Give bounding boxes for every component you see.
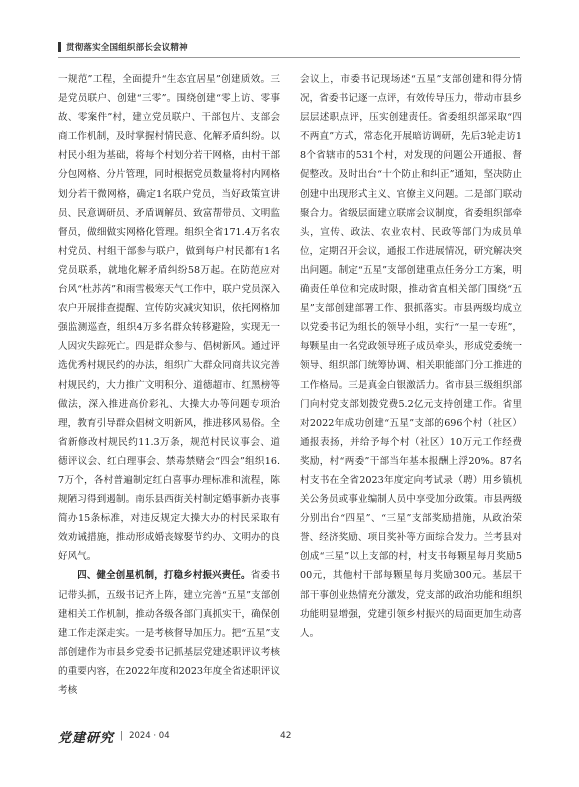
left-paragraph-1: 一规范”工程，全面提升“生态宜居星”创建质效。三是党员联户、创建“三零”。围绕创建“零上访、零事故、零案件”村，建立党员联户、干部包片、支部会商工作机制，及时掌握村情民意、化解矛盾纠纷。以村民小组为基础，将每个村划分若干网格，由村干部分包网格、分片管理，同时根据党员数量将村内网格划分若干微网格，确定1名联户党员，当好政策宣讲员、民意调研员、矛盾调解员、致富帮带员、文明监督员，做细做实网格化管理。组织全省171.4万名农村党员、村组干部参与联户，做到每户村民都有1名党员联系，就地化解矛盾纠纷58万起。在防范应对台风“杜苏芮”和雨雪极寒天气工作中，联户党员深入农户开展排查提醒、宣传防灾减灾知识，依托网格加强监测巡查，组织4万多名群众转移避险，实现无一人因灾失踪死亡。四是群众参与、倡树新风。通过评选优秀村规民约的办法，组织广大群众同商共议完善村规民约，大力推广文明积分、道德超市、红黑榜等做法，深入推进高价彩礼、大操大办等问题专项治理，教育引导群众倡树文明新风，推进移风易俗。全省新修改村规民约11.3万条，规范村民议事会、道德评议会、红白理事会、禁毒禁赌会“四会”组织16.7万个，各村普遍制定红白喜事办理标准和流程，陈规陋习得到遏制。南乐县西街关村制定婚事新办丧事简办15条标准，对违反规定大操大办的村民采取有效劝诫措施，推动形成婚丧嫁娶节约办、文明办的良好风气。 — [58, 74, 280, 563]
header-marker-bar — [58, 42, 61, 52]
page-number: 42 — [280, 731, 292, 741]
right-paragraph-1: 会议上，市委书记现场述“五星”支部创建和得分情况，省委书记逐一点评，有效传导压力，带动市县乡层层述职点评，压实创建责任。省委组织部采取“四不两直”方式，常态化开展暗访调研，先后3轮走访18个省辖市的531个村，对发现的问题公开通报、督促整改。及时出台“十个防止和纠正”通知，坚决防止创建中出现形式主义、官僚主义问题。二是部门联动聚合力。省级层面建立联席会议制度，省委组织部牵头，宣传、政法、农业农村、民政等部门为成员单位，定期召开会议，通报工作进展情况，研究解决突出问题。制定“五星”支部创建重点任务分工方案，明确责任单位和完成时限，推动省直相关部门围绕“五星”支部创建部署工作、狠抓落实。市县两级均成立以党委书记为组长的领导小组，实行“一星一专班”，每颗星由一名党政领导班子成员牵头，形成党委统一领导、组织部门统筹协调、相关职能部门分工推进的工作格局。三是真金白银激活力。省市县三级组织部门向村党支部划拨党费5.2亿元支持创建工作。省里对2022年成功创建“五星”支部的696个村（社区）通报表扬，并给予每个村（社区）10万元工作经费奖励，村“两委”干部当年基本报酬上浮20%。87名村支书在全省2023年度定向考试录（聘）用乡镇机关公务员或事业编制人员中享受加分政策。市县两级分别出台“四星”、“三星”支部奖励措施，从政治荣誉、经济奖励、项目奖补等方面综合发力。兰考县对创成“三星”以上支部的村，村支书每颗星每月奖励500元，其他村干部每颗星每月奖励300元。基层干部干事创业热情充分激发，党支部的政治功能和组织功能明显增强，党建引领乡村振兴的局面更加生动喜人。 — [300, 74, 522, 639]
left-paragraph-2-body: 省委书记带头抓，五级书记齐上阵，建立完善“五星”支部创建相关工作机制，推动各级各部门真抓实干，确保创建工作走深走实。一是考核督导加压力。把“五星”支部创建作为市县乡党委书记抓基层党建述职评议考核的重要内容，在2022年度和2023年度全省述职评议考核 — [58, 570, 280, 696]
left-column — [58, 70, 280, 700]
header-divider — [58, 57, 520, 58]
running-header — [58, 40, 520, 54]
left-paragraph-2 — [58, 566, 280, 700]
journal-logo: 党建研究 — [58, 730, 115, 746]
issue-number: 2024 · 04 — [129, 731, 170, 741]
header-title: 贯彻落实全国组织部长会议精神 — [66, 43, 188, 53]
section-subhead: 四、健全创星机制，打稳乡村振兴责任。 — [77, 570, 251, 582]
footer-separator: | — [120, 731, 124, 741]
right-column — [300, 70, 522, 643]
